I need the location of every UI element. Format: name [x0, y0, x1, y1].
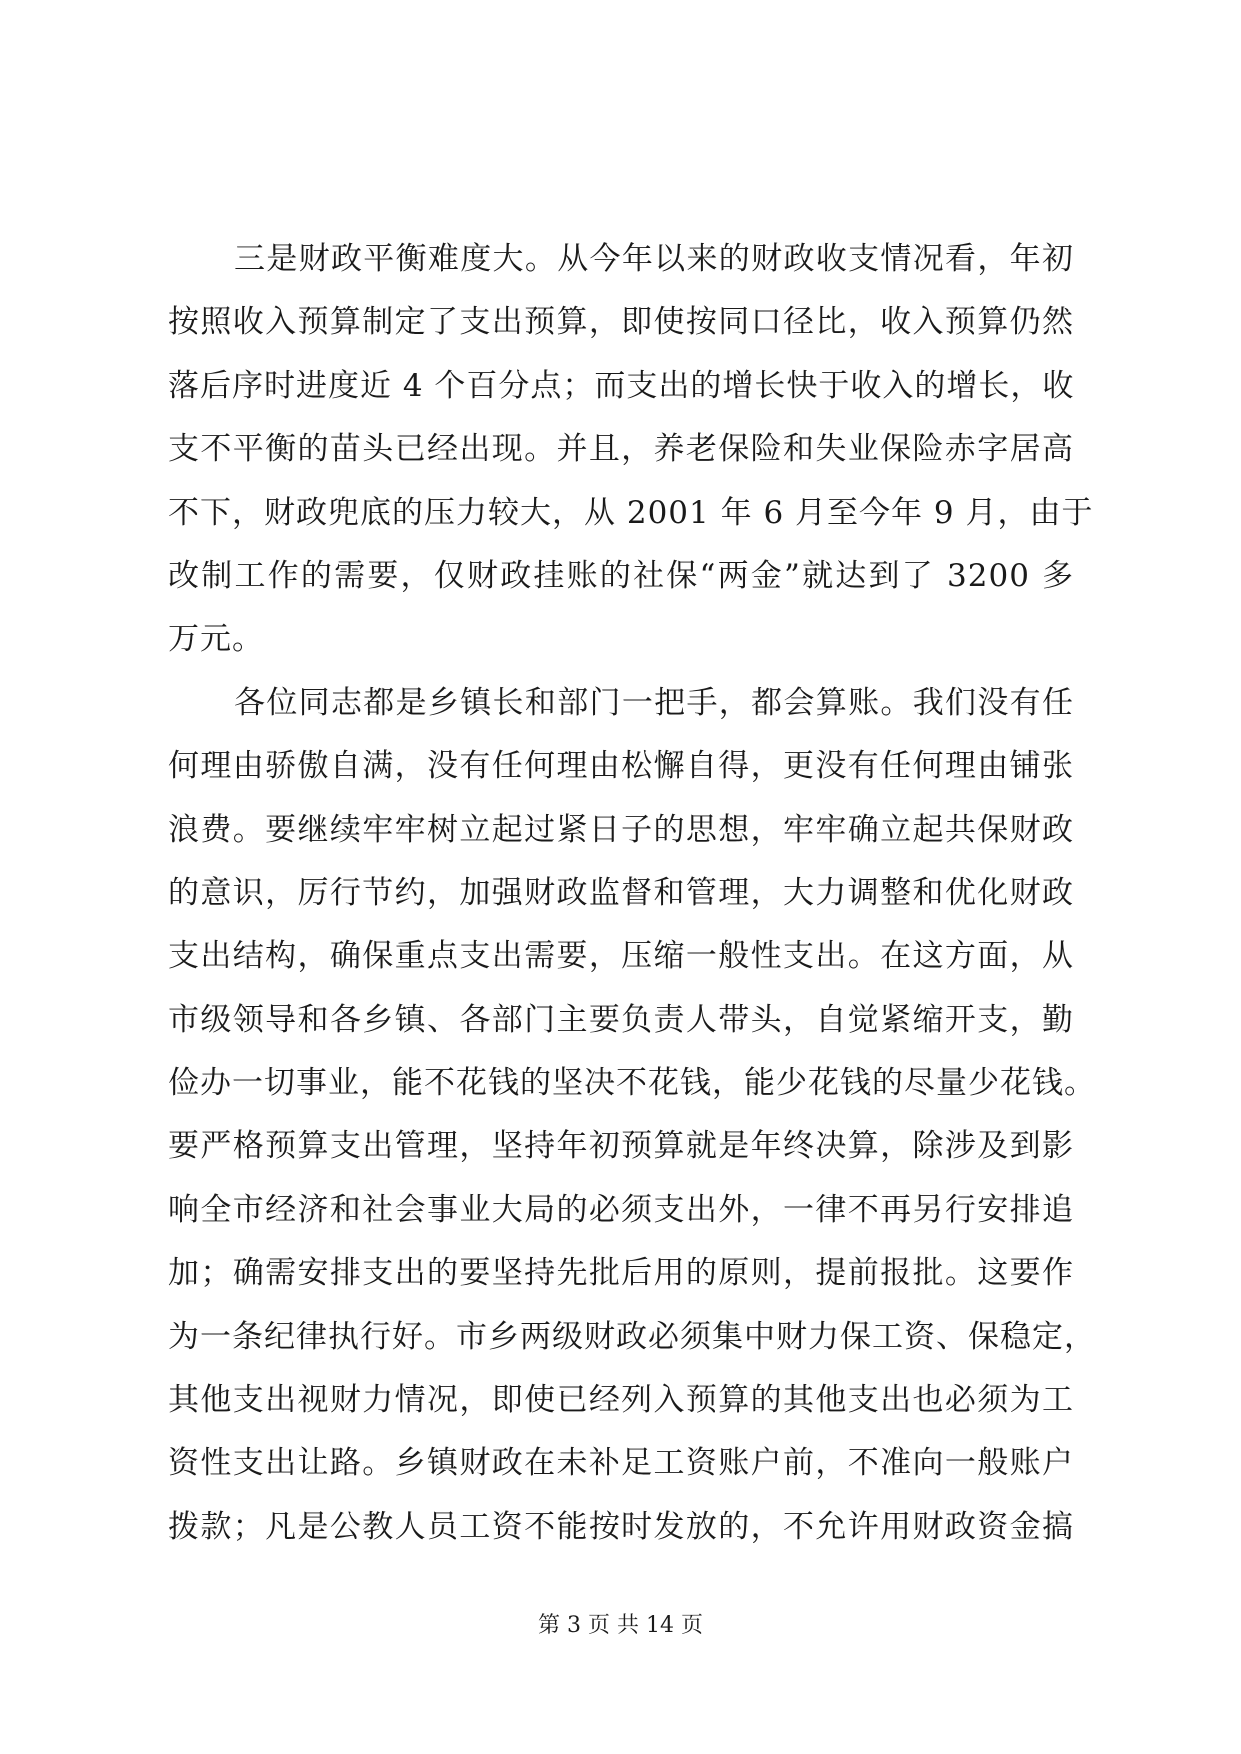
paragraph-1-line-2: 按照收入预算制定了支出预算，即使按同口径比，收入预算仍然	[168, 304, 1074, 341]
paragraph-2-line-9: 响全市经济和社会事业大局的必须支出外，一律不再另行安排追	[168, 1191, 1074, 1228]
paragraph-1-line-7: 万元。	[168, 621, 264, 658]
paragraph-2-line-2: 何理由骄傲自满，没有任何理由松懈自得，更没有任何理由铺张	[168, 748, 1074, 785]
paragraph-2-line-4: 的意识，厉行节约，加强财政监督和管理，大力调整和优化财政	[168, 874, 1074, 911]
paragraph-2-line-14: 拨款；凡是公教人员工资不能按时发放的，不允许用财政资金搞	[168, 1508, 1074, 1545]
document-body	[168, 228, 1096, 1559]
paragraph-2-line-1: 各位同志都是乡镇长和部门一把手，都会算账。我们没有任	[234, 684, 1074, 721]
paragraph-1-line-1: 三是财政平衡难度大。从今年以来的财政收支情况看，年初	[234, 241, 1074, 277]
page-number-label: 第 3 页 共 14 页	[538, 1613, 703, 1638]
paragraph-2-line-10: 加；确需安排支出的要坚持先批后用的原则，提前报批。这要作	[168, 1255, 1074, 1292]
paragraph-1-line-5: 不下，财政兜底的压力较大，从 2001 年 6 月至今年 9 月，由于	[168, 494, 1094, 531]
paragraph-1-line-3: 落后序时进度近 4 个百分点；而支出的增长快于收入的增长，收	[168, 367, 1075, 404]
paragraph-2-line-7: 俭办一切事业，能不花钱的坚决不花钱，能少花钱的尽量少花钱。	[168, 1065, 1096, 1102]
paragraph-2-line-3: 浪费。要继续牢牢树立起过紧日子的思想，牢牢确立起共保财政	[168, 811, 1074, 848]
paragraph-2-line-6: 市级领导和各乡镇、各部门主要负责人带头，自觉紧缩开支，勤	[168, 1001, 1074, 1038]
paragraph-2-line-12: 其他支出视财力情况，即使已经列入预算的其他支出也必须为工	[168, 1382, 1074, 1419]
paragraph-2-line-13: 资性支出让路。乡镇财政在未补足工资账户前，不准向一般账户	[168, 1445, 1074, 1482]
paragraph-2-line-11: 为一条纪律执行好。市乡两级财政必须集中财力保工资、保稳定，	[168, 1318, 1096, 1355]
paragraph-2-line-8: 要严格预算支出管理，坚持年初预算就是年终决算，除涉及到影	[168, 1128, 1074, 1165]
page-footer	[0, 1608, 1241, 1639]
paragraph-2-line-5: 支出结构，确保重点支出需要，压缩一般性支出。在这方面，从	[168, 938, 1074, 975]
paragraph-1-line-4: 支不平衡的苗头已经出现。并且，养老保险和失业保险赤字居高	[168, 431, 1074, 468]
paragraph-1-line-6: 改制工作的需要，仅财政挂账的社保“两金”就达到了 3200 多	[168, 557, 1074, 594]
